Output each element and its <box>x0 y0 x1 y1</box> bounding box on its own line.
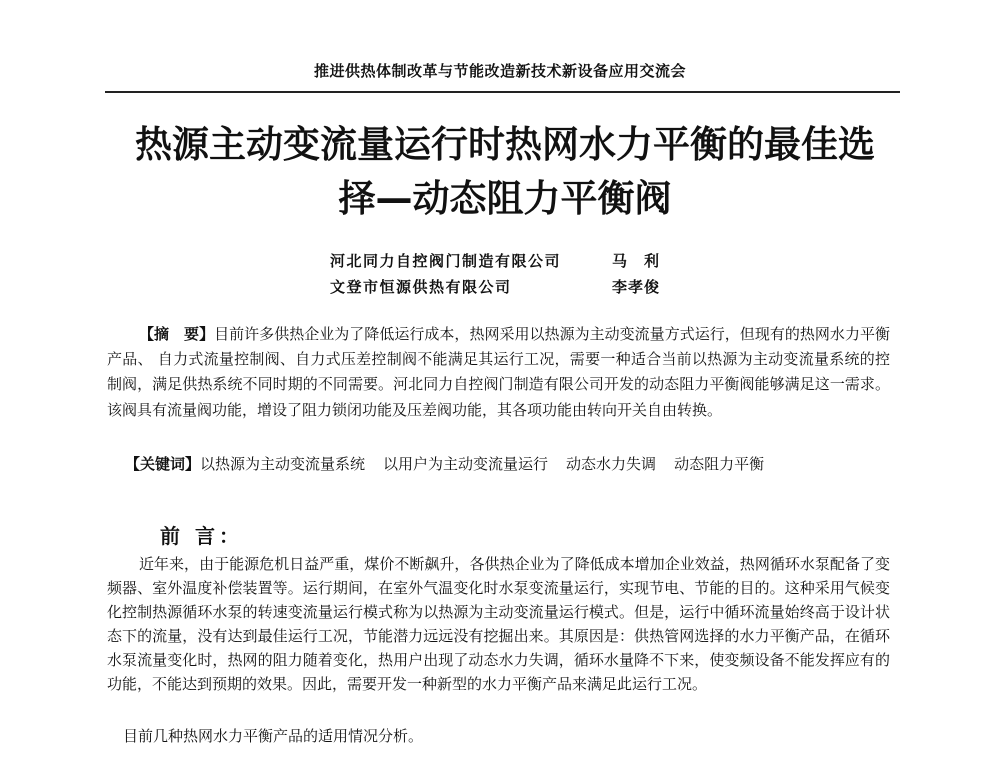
intro-last-line: 目前几种热网水力平衡产品的适用情况分析。 <box>123 727 424 745</box>
keyword-item: 以热源为主动变流量系统 <box>200 455 366 473</box>
author-affiliation: 河北同力自控阀门制造有限公司 <box>330 252 562 270</box>
author-row <box>330 274 660 300</box>
abstract-label: 【摘 要】 <box>139 325 215 343</box>
keyword-item: 动态阻力平衡 <box>674 455 765 473</box>
header-rule <box>105 91 900 93</box>
author-name: 李孝俊 <box>612 278 661 296</box>
title-line-1: 热源主动变流量运行时热网水力平衡的最佳选 <box>135 123 875 166</box>
author-affiliation: 文登市恒源供热有限公司 <box>330 278 512 296</box>
abstract-text: 目前许多供热企业为了降低运行成本，热网采用以热源为主动变流量方式运行，但现有的热网水力平衡产品、 自力式流量控制阀、自力式压差控制阀不能满足其运行工况，需要一种适合当前以热源为主动变流量系统的控制阀，满足供热系统不同时期的不同需要。河北同力自控阀门制造有限公司开发的动态阻力平衡阀能够满足这一需求。该阀具有流量阀功能，增设了阻力锁闭功能及压差阀功能，其各项功能由转向开关自由转换。 <box>107 325 890 419</box>
abstract-paragraph <box>107 322 890 423</box>
keyword-item: 以用户为主动变流量运行 <box>383 455 549 473</box>
keyword-item: 动态水力失调 <box>566 455 657 473</box>
conference-header: 推进供热体制改革与节能改造新技术新设备应用交流会 <box>313 62 686 80</box>
keywords-label: 【关键词】 <box>125 455 201 473</box>
intro-paragraph: 近年来，由于能源危机日益严重，煤价不断飙升，各供热企业为了降低成本增加企业效益，热网循环水泵配备了变频器、室外温度补偿装置等。运行期间，在室外气温变化时水泵变流量运行，实现节电、节能的目的。这种采用气候变化控制热源循环水泵的转速变流量运行模式称为以热源为主动变流量运行模式。但是，运行中循环流量始终高于设计状态下的流量，没有达到最佳运行工况，节能潜力远远没有挖掘出来。其原因是：供热管网选择的水力平衡产品，在循环水泵流量变化时，热网的阻力随着变化，热用户出现了动态水力失调，循环水量降不下来，使变频设备不能发挥应有的功能，不能达到预期的效果。因此，需要开发一种新型的水力平衡产品来满足此运行工况。 <box>107 555 890 693</box>
title-line-2: 择—动态阻力平衡阀 <box>338 177 672 220</box>
author-block <box>330 248 660 300</box>
section-heading: 前 言： <box>160 524 243 548</box>
paper-title <box>80 118 930 226</box>
author-name: 马 利 <box>612 252 661 270</box>
keywords-paragraph <box>107 452 890 476</box>
author-row <box>330 248 660 274</box>
